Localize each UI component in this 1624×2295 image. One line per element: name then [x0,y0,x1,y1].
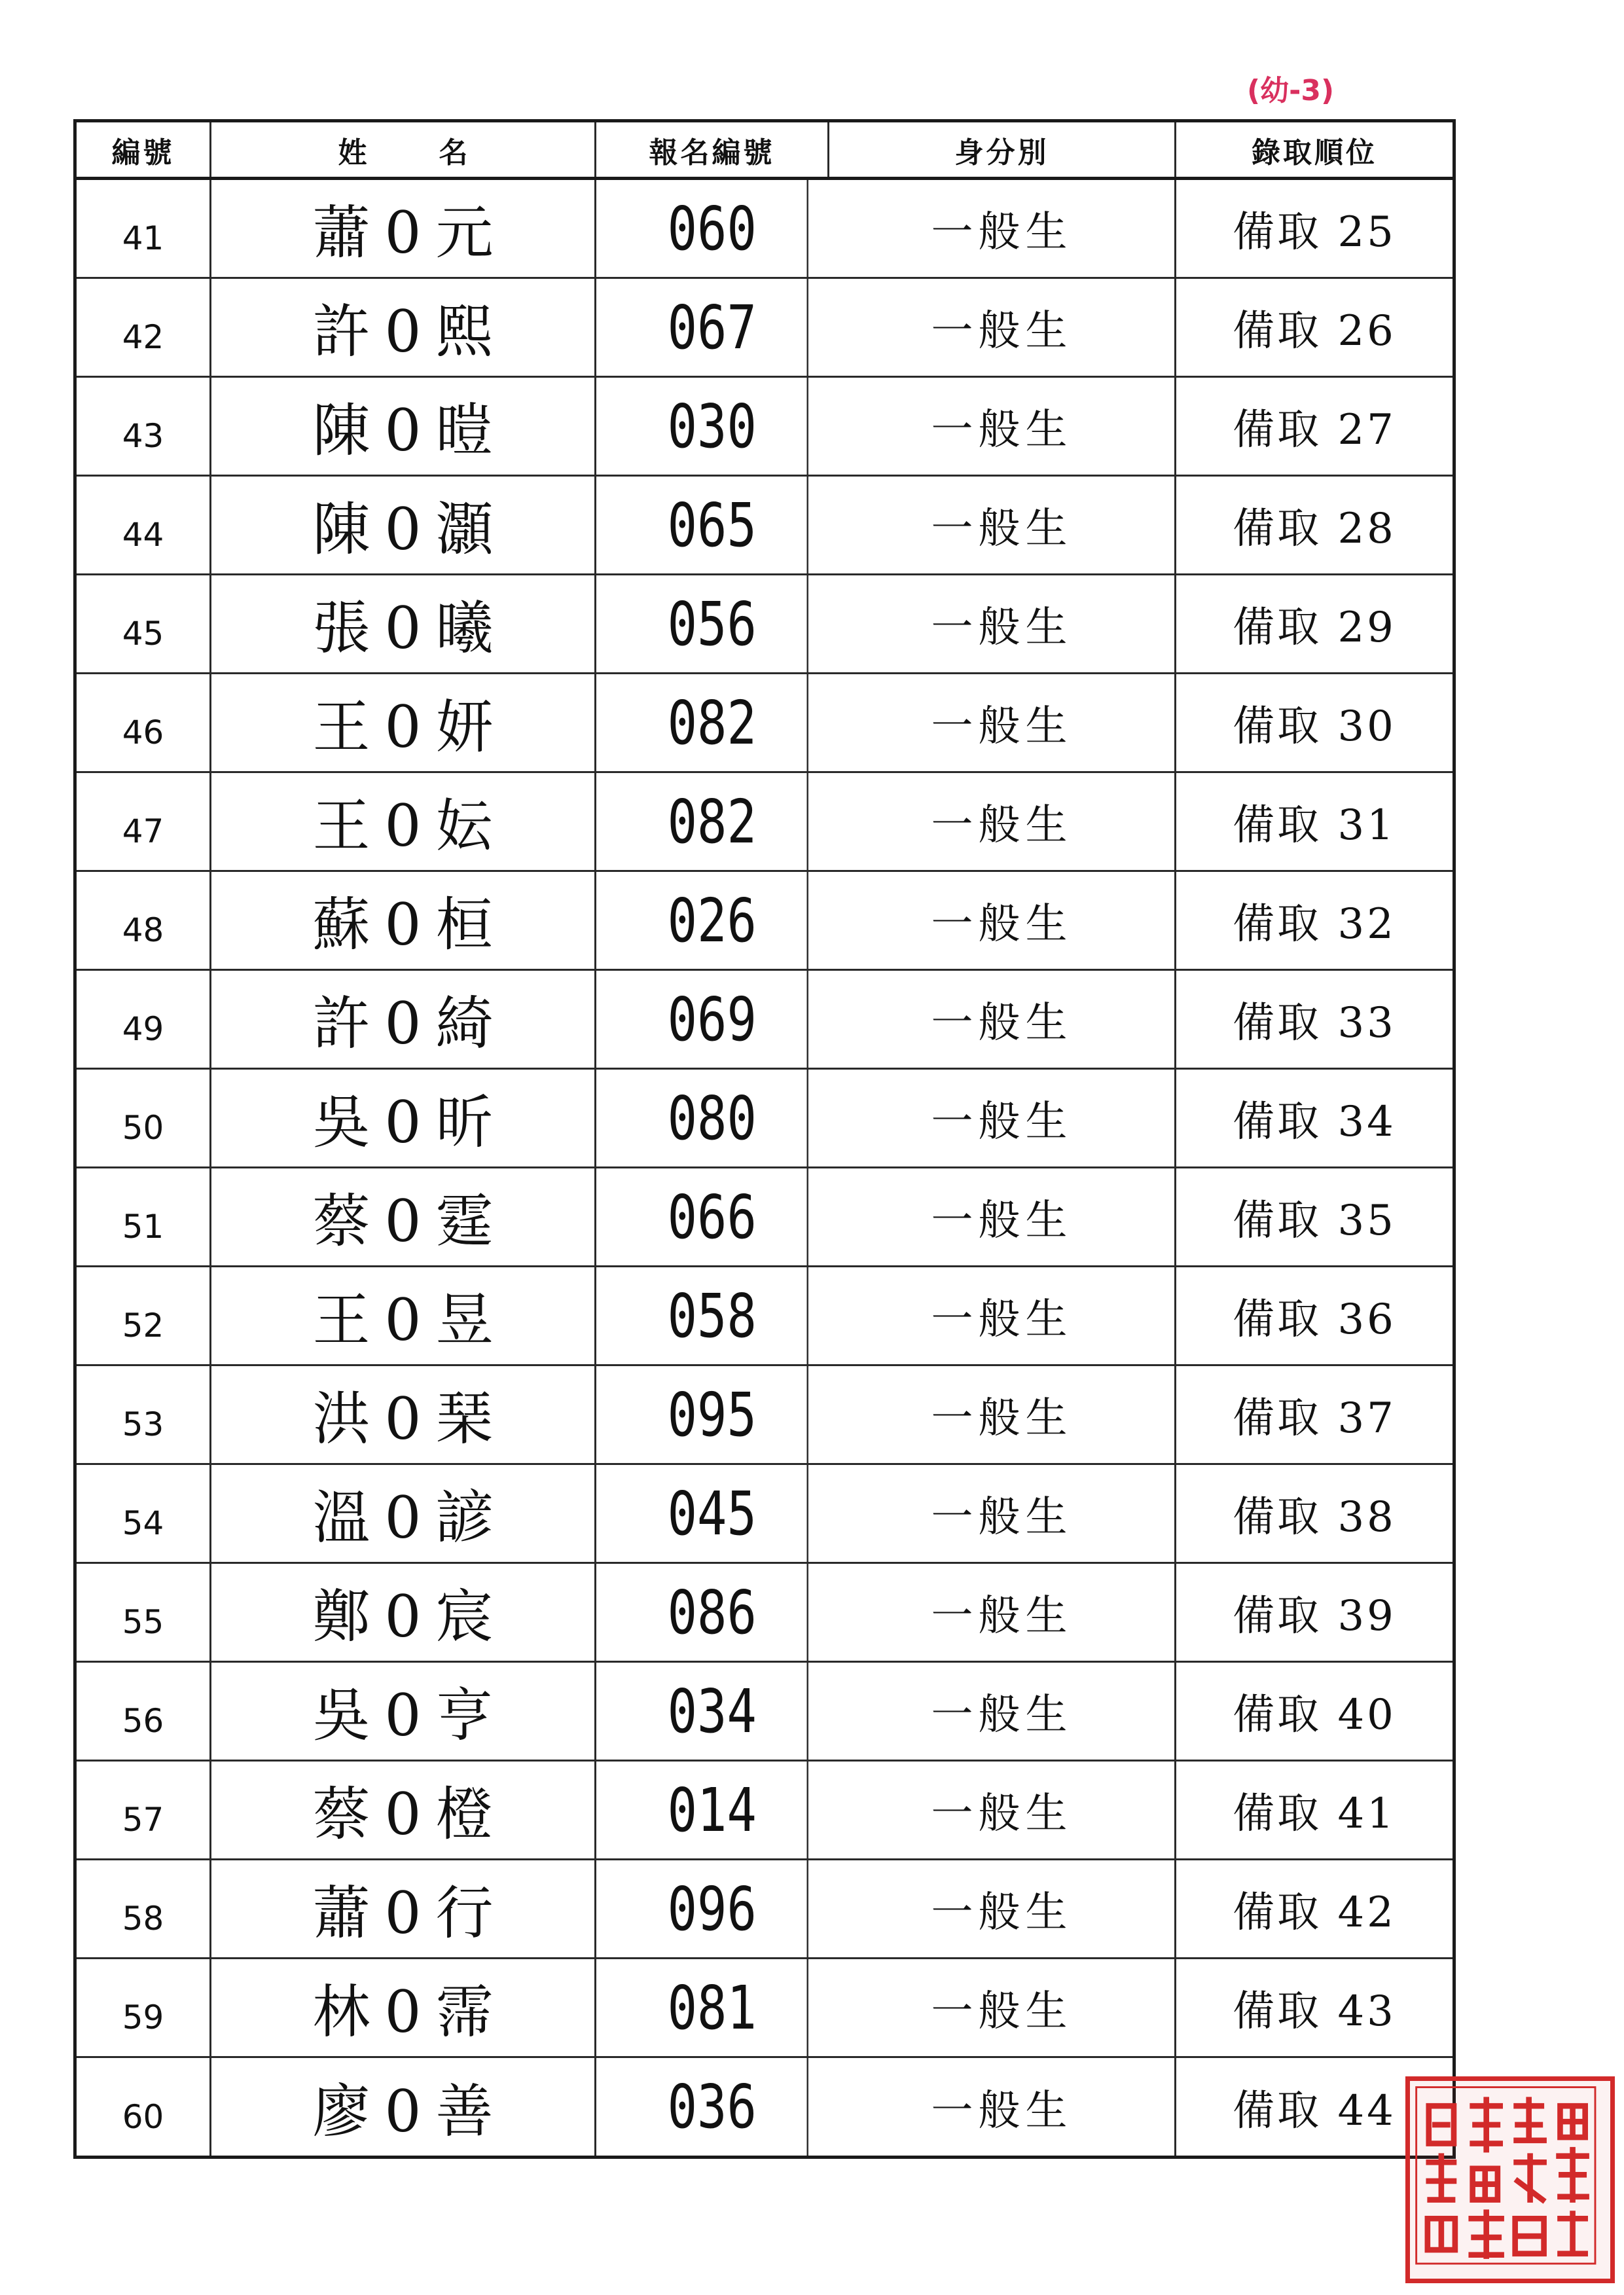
admission-rank: 備取 39 [1233,1592,1396,1640]
applicant-category: 一般生 [829,674,1176,771]
registration-number: 080 [617,1070,808,1166]
admission-rank: 備取 30 [1233,702,1396,751]
admission-rank: 備取 34 [1233,1098,1396,1146]
table-row [77,872,1453,971]
applicant-name: 許0熙 [211,279,596,376]
table-row [77,180,1453,279]
row-number: 53 [77,1366,211,1463]
applicant-category: 一般生 [829,1860,1176,1957]
applicant-name: 吳0亨 [211,1663,596,1760]
table-header [77,122,1453,180]
registration-number: 060 [617,180,808,277]
registration-number: 081 [617,1959,808,2056]
applicant-category: 一般生 [829,1168,1176,1265]
registration-number: 045 [617,1465,808,1562]
admission-rank: 備取 41 [1233,1790,1396,1838]
applicant-category: 一般生 [829,1663,1176,1760]
table-row [77,1860,1453,1959]
applicant-name: 王0妘 [211,773,596,870]
row-number: 60 [77,2058,211,2156]
table-row [77,1366,1453,1465]
table-body [77,180,1453,2156]
row-number: 56 [77,1663,211,1760]
table-row [77,1564,1453,1663]
header-name: 姓名 [211,122,596,177]
registration-number: 056 [617,575,808,672]
applicant-name: 張0曦 [211,575,596,672]
table-row [77,1168,1453,1267]
row-number: 48 [77,872,211,969]
table-row [77,1762,1453,1860]
header-category: 身分別 [829,122,1176,177]
table-row [77,1959,1453,2058]
admission-rank: 備取 27 [1233,406,1396,454]
admission-rank: 備取 37 [1233,1394,1396,1443]
header-rank: 錄取順位 [1252,136,1377,170]
applicant-name: 吳0昕 [211,1070,596,1166]
admission-rank: 備取 44 [1233,2086,1396,2135]
applicant-category: 一般生 [829,971,1176,1068]
applicant-name: 蔡0霆 [211,1168,596,1265]
admission-rank: 備取 25 [1233,208,1396,257]
row-number: 46 [77,674,211,771]
registration-number: 014 [617,1762,808,1858]
row-number: 55 [77,1564,211,1661]
row-number: 44 [77,477,211,573]
registration-number: 058 [617,1267,808,1364]
applicant-name: 許0綺 [211,971,596,1068]
registration-number: 026 [617,872,808,969]
applicant-name: 陳0灝 [211,477,596,573]
registration-number: 069 [617,971,808,1068]
applicant-name: 王0昱 [211,1267,596,1364]
table-row [77,575,1453,674]
table-row [77,2058,1453,2156]
applicant-category: 一般生 [829,1465,1176,1562]
row-number: 41 [77,180,211,277]
header-registration-number: 報名編號 [596,122,829,177]
registration-number: 065 [617,477,808,573]
row-number: 58 [77,1860,211,1957]
header-number: 編號 [77,122,211,177]
row-number: 49 [77,971,211,1068]
applicant-name: 鄭0宸 [211,1564,596,1661]
applicant-name: 溫0諺 [211,1465,596,1562]
applicant-name: 蕭0行 [211,1860,596,1957]
applicant-category: 一般生 [829,773,1176,870]
applicant-category: 一般生 [829,2058,1176,2156]
row-number: 43 [77,378,211,475]
registration-number: 067 [617,279,808,376]
admission-rank: 備取 38 [1233,1493,1396,1542]
row-number: 57 [77,1762,211,1858]
table-row [77,477,1453,575]
table-row [77,1465,1453,1564]
applicant-name: 王0妍 [211,674,596,771]
admission-rank: 備取 42 [1233,1888,1396,1937]
registration-number: 082 [617,674,808,771]
registration-number: 096 [617,1860,808,1957]
registration-number: 086 [617,1564,808,1661]
applicant-category: 一般生 [829,872,1176,969]
admission-rank: 備取 28 [1233,505,1396,553]
table-row [77,674,1453,773]
applicant-name: 洪0琹 [211,1366,596,1463]
applicant-category: 一般生 [829,1959,1176,2056]
row-number: 59 [77,1959,211,2056]
row-number: 52 [77,1267,211,1364]
row-number: 45 [77,575,211,672]
row-number: 47 [77,773,211,870]
applicant-category: 一般生 [829,575,1176,672]
registration-number: 034 [617,1663,808,1760]
table-row [77,1070,1453,1168]
applicant-name: 林0霈 [211,1959,596,2056]
admission-table [73,119,1456,2159]
table-row [77,1663,1453,1762]
applicant-name: 蘇0桓 [211,872,596,969]
table-row [77,279,1453,378]
row-number: 51 [77,1168,211,1265]
admission-rank: 備取 36 [1233,1295,1396,1344]
admission-rank: 備取 31 [1233,801,1396,850]
applicant-category: 一般生 [829,1564,1176,1661]
official-seal [1405,2076,1615,2283]
applicant-category: 一般生 [829,378,1176,475]
registration-number: 036 [617,2058,808,2156]
registration-number: 082 [617,773,808,870]
applicant-name: 陳0暟 [211,378,596,475]
admission-rank: 備取 43 [1233,1987,1396,2036]
applicant-name: 蕭0元 [211,180,596,277]
applicant-category: 一般生 [829,180,1176,277]
admission-rank: 備取 26 [1233,307,1396,355]
applicant-category: 一般生 [829,1366,1176,1463]
admission-rank: 備取 33 [1233,999,1396,1047]
applicant-category: 一般生 [829,1070,1176,1166]
table-row [77,971,1453,1070]
applicant-category: 一般生 [829,1762,1176,1858]
registration-number: 030 [617,378,808,475]
admission-rank: 備取 32 [1233,900,1396,949]
table-row [77,773,1453,872]
admission-rank: 備取 35 [1233,1197,1396,1245]
table-row [77,378,1453,477]
registration-number: 066 [617,1168,808,1265]
admission-rank: 備取 29 [1233,604,1396,652]
applicant-name: 廖0善 [211,2058,596,2156]
seal-graphic [1410,2081,1610,2279]
admission-rank: 備取 40 [1233,1691,1396,1739]
page-label: (幼-3) [1247,74,1335,107]
row-number: 42 [77,279,211,376]
table-row [77,1267,1453,1366]
applicant-category: 一般生 [829,279,1176,376]
row-number: 54 [77,1465,211,1562]
applicant-name: 蔡0橙 [211,1762,596,1858]
applicant-category: 一般生 [829,477,1176,573]
row-number: 50 [77,1070,211,1166]
applicant-category: 一般生 [829,1267,1176,1364]
registration-number: 095 [617,1366,808,1463]
